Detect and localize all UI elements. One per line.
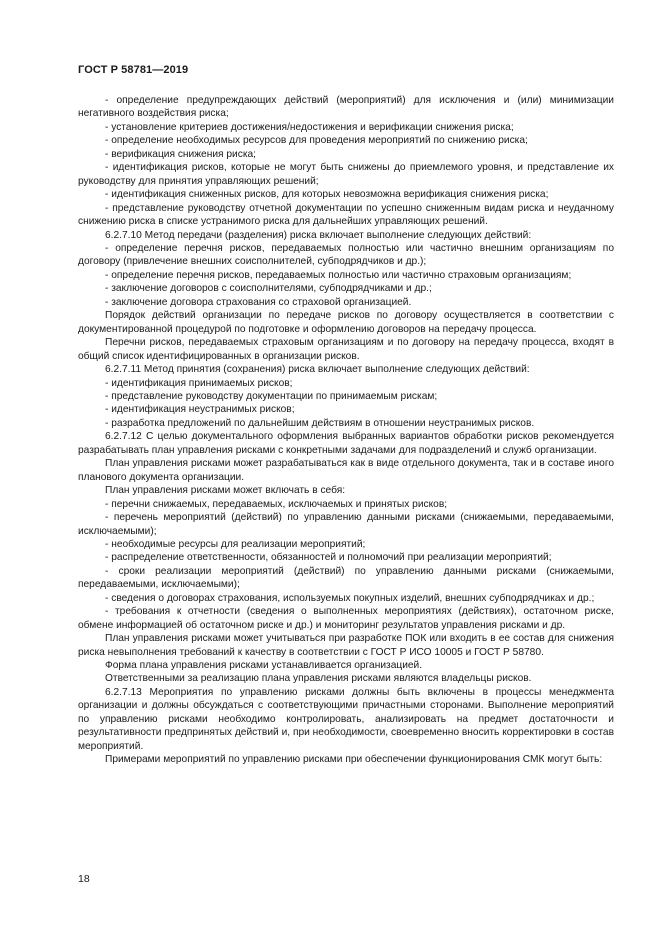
paragraph: - определение предупреждающих действий (мероприятий) для исключения и (или) минимизации негативного воздействия риска; [78, 95, 614, 120]
paragraph: - идентификация рисков, которые не могут быть снижены до приемлемого уровня, и представление их руководству для принятия управляющих решений; [78, 162, 614, 187]
paragraph: Форма плана управления рисками устанавливается организацией. [105, 660, 423, 672]
paragraph: - идентификация неустранимых рисков; [105, 404, 295, 416]
paragraph: - требования к отчетности (сведения о выполненных мероприятиях (действиях), остаточном риске, обмене информацией об остаточном риске и др.) и мониторинг результатов управления рисками и др. [78, 606, 614, 631]
paragraph: - сведения о договорах страхования, используемых покупных изделий, внешних субподрядчиках и др.; [105, 592, 595, 604]
paragraph: - разработка предложений по дальнейшим действиям в отношении неустранимых рисков. [105, 417, 535, 429]
paragraph: - распределение ответственности, обязанностей и полномочий при реализации мероприятий; [105, 552, 552, 564]
paragraph: - представление руководству документации по принимаемым рискам; [105, 390, 438, 402]
paragraph: Примерами мероприятий по управлению рисками при обеспечении функционирования СМК могут быть: [105, 754, 603, 766]
paragraph: - определение перечня рисков, передаваемых полностью или частично страховым организациям; [105, 269, 572, 281]
paragraph: - определение перечня рисков, передаваемых полностью или частично внешним организациям по договору (привлечение внешних соисполнителей, субподрядчиков и др.); [78, 242, 614, 268]
paragraph: Перечни рисков, передаваемых страховым организациям и по договору на передачу процесса, входят в общий список идентифицированных в организации рисков. [78, 337, 614, 362]
paragraph: - заключение договора страхования со страховой организацией. [105, 296, 412, 308]
paragraph: 6.2.7.10 Метод передачи (разделения) риска включает выполнение следующих действий: [105, 229, 532, 241]
paragraph: - необходимые ресурсы для реализации мероприятий; [105, 538, 366, 550]
paragraph: - верификация снижения риска; [105, 148, 257, 160]
document-body [78, 94, 614, 767]
paragraph: 6.2.7.11 Метод принятия (сохранения) риска включает выполнение следующих действий: [105, 364, 530, 376]
paragraph: План управления рисками может включать в себя: [105, 485, 346, 497]
paragraph: - представление руководству отчетной документации по успешно сниженным видам риска и неудачному снижению риска в списке устранимого риска для дальнейших управляющих решений. [78, 202, 614, 228]
paragraph: Ответственными за реализацию плана управления рисками являются владельцы рисков. [105, 673, 532, 685]
paragraph: 6.2.7.13 Мероприятия по управлению рисками должны быть включены в процессы менеджмента организации и должны обсуждаться с соответствующими причастными сторонами. Выполнение мероприятий по управлению рисками необходимо контролировать, анализировать на предмет достаточности и результативности предпринятых действий и, при необходимости, своевременно вносить корректировки в состав мероприятий. [78, 686, 614, 752]
paragraph: - заключение договоров с соисполнителями, субподрядчиками и др.; [105, 283, 432, 295]
page-number: 18 [78, 873, 90, 885]
paragraph: - идентификация принимаемых рисков; [105, 377, 293, 389]
paragraph: - идентификация сниженных рисков, для которых невозможна верификация снижения риска; [105, 189, 549, 201]
paragraph: - определение необходимых ресурсов для проведения мероприятий по снижению риска; [105, 135, 528, 147]
document-header: ГОСТ Р 58781—2019 [78, 64, 189, 76]
paragraph: - перечень мероприятий (действий) по управлению данными рисками (снижаемыми, передаваемыми, исключаемыми); [78, 512, 614, 537]
paragraph: - сроки реализации мероприятий (действий) по управлению данными рисками (снижаемыми, передаваемыми, исключаемыми); [78, 565, 614, 591]
paragraph: 6.2.7.12 С целью документального оформления выбранных вариантов обработки рисков рекомендуется разрабатывать план управления рисками с конкретными задачами для подразделений и служб организации. [78, 431, 614, 456]
paragraph: План управления рисками может разрабатываться как в виде отдельного документа, так и в составе иного планового документа организации. [78, 458, 614, 483]
paragraph: - установление критериев достижения/недостижения и верификации снижения риска; [105, 121, 514, 133]
paragraph: Порядок действий организации по передаче рисков по договору осуществляется в соответствии с документированной процедурой по подготовке и оформлению договоров на передачу процесса. [78, 310, 614, 335]
paragraph: План управления рисками может учитываться при разработке ПОК или входить в ее состав для снижения риска невыполнения требований к качеству в соответствии с ГОСТ Р ИСО 10005 и ГОСТ Р 58780. [78, 633, 614, 658]
paragraph: - перечни снижаемых, передаваемых, исключаемых и принятых рисков; [105, 498, 448, 510]
